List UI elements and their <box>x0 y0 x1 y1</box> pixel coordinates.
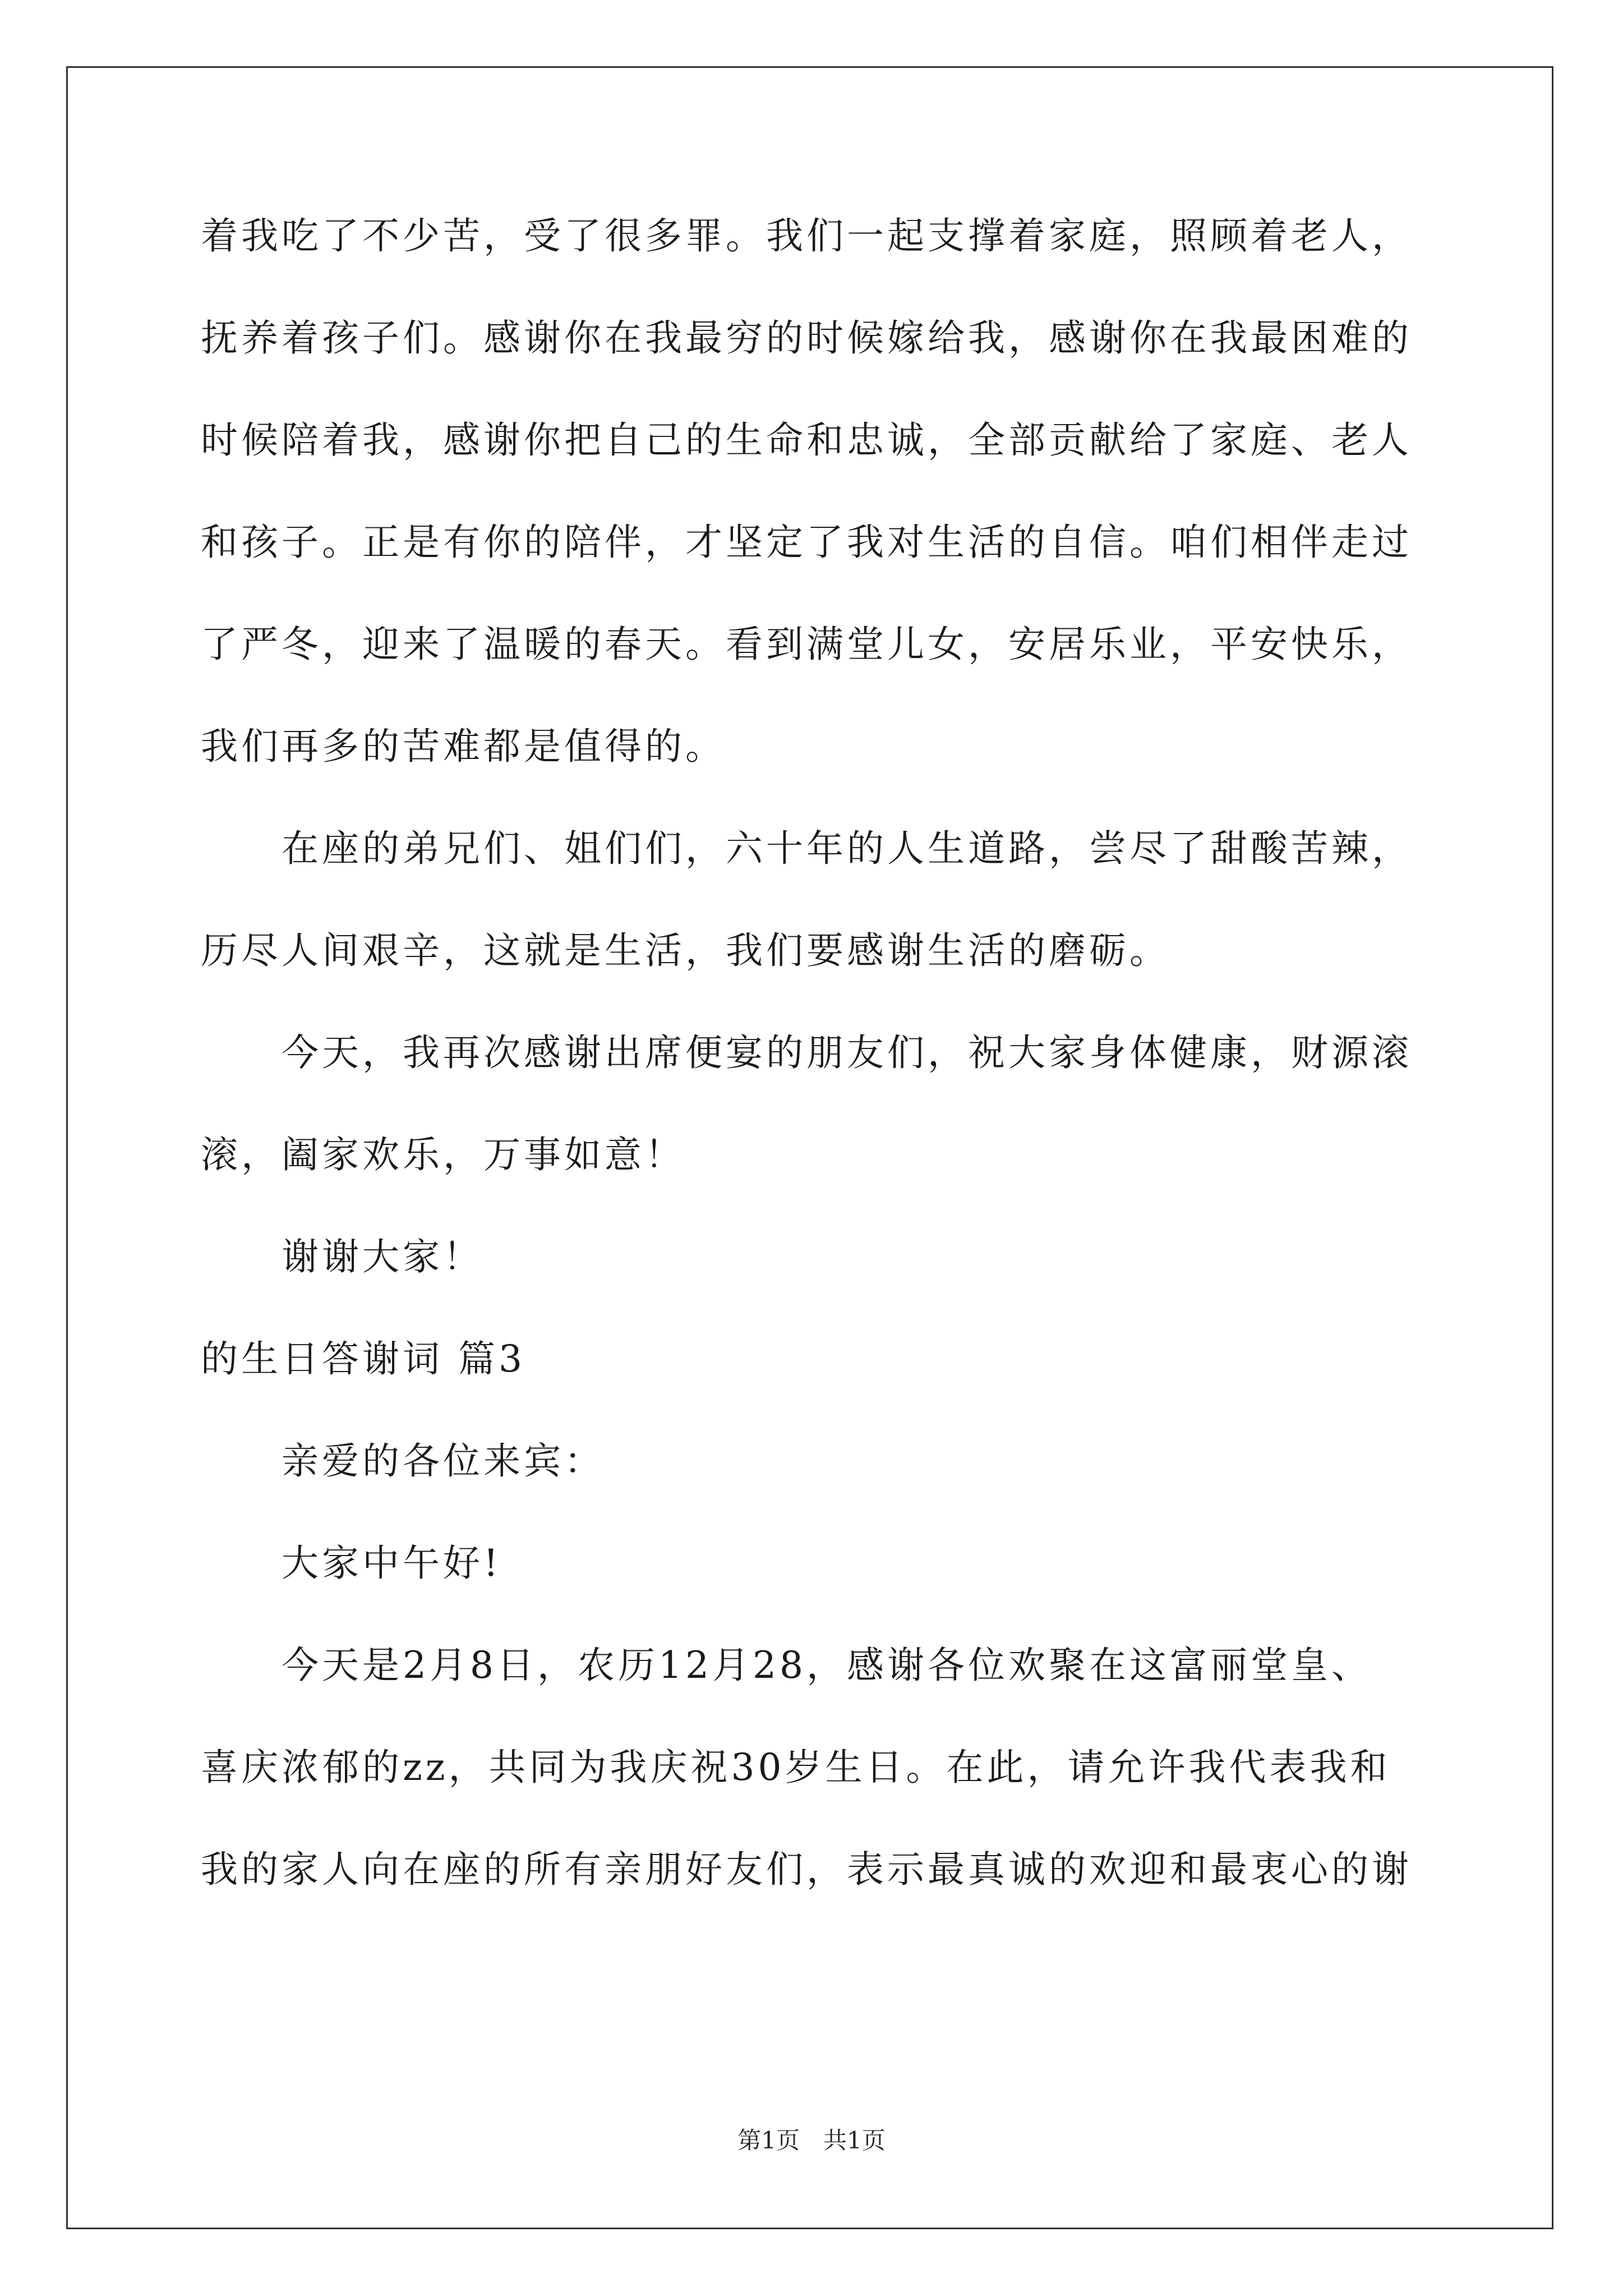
text-line: 滚，阖家欢乐，万事如意！ <box>201 1133 685 1176</box>
text-line: 和孩子。正是有你的陪伴，才坚定了我对生活的自信。咱们相伴走过 <box>201 521 1412 564</box>
text-line: 历尽人间艰辛，这就是生活，我们要感谢生活的磨砺。 <box>201 929 1170 972</box>
greeting-line: 大家中午好! <box>282 1542 502 1585</box>
document-body <box>201 214 1435 1953</box>
text-line: 了严冬，迎来了温暖的春天。看到满堂儿女，安居乐业，平安快乐， <box>201 623 1412 666</box>
page-number-footer: 第1页 共1页 <box>737 2127 886 2154</box>
paragraph-start-line: 今天是2月8日，农历12月28，感谢各位欢聚在这富丽堂皇、 <box>282 1644 1372 1687</box>
text-line: 喜庆浓郁的zz，共同为我庆祝30岁生日。在此，请允许我代表我和 <box>201 1746 1391 1789</box>
text-line: 时候陪着我，感谢你把自己的生命和忠诚，全部贡献给了家庭、老人 <box>201 418 1412 462</box>
text-line: 我们再多的苦难都是值得的。 <box>201 725 726 768</box>
section-heading: 的生日答谢词 篇3 <box>201 1337 525 1381</box>
paragraph-start-line: 在座的弟兄们、姐们们，六十年的人生道路，尝尽了甜酸苦辣， <box>282 827 1412 870</box>
paragraph-start-line: 谢谢大家！ <box>282 1235 483 1278</box>
salutation-line: 亲爱的各位来宾： <box>282 1439 605 1483</box>
text-line: 我的家人向在座的所有亲朋好友们，表示最真诚的欢迎和最衷心的谢 <box>201 1848 1412 1891</box>
paragraph-start-line: 今天，我再次感谢出席便宴的朋友们，祝大家身体健康，财源滚 <box>282 1031 1412 1074</box>
text-line: 着我吃了不少苦，受了很多罪。我们一起支撑着家庭，照顾着老人， <box>201 214 1412 257</box>
text-line: 抚养着孩子们。感谢你在我最穷的时候嫁给我，感谢你在我最困难的 <box>201 316 1412 360</box>
